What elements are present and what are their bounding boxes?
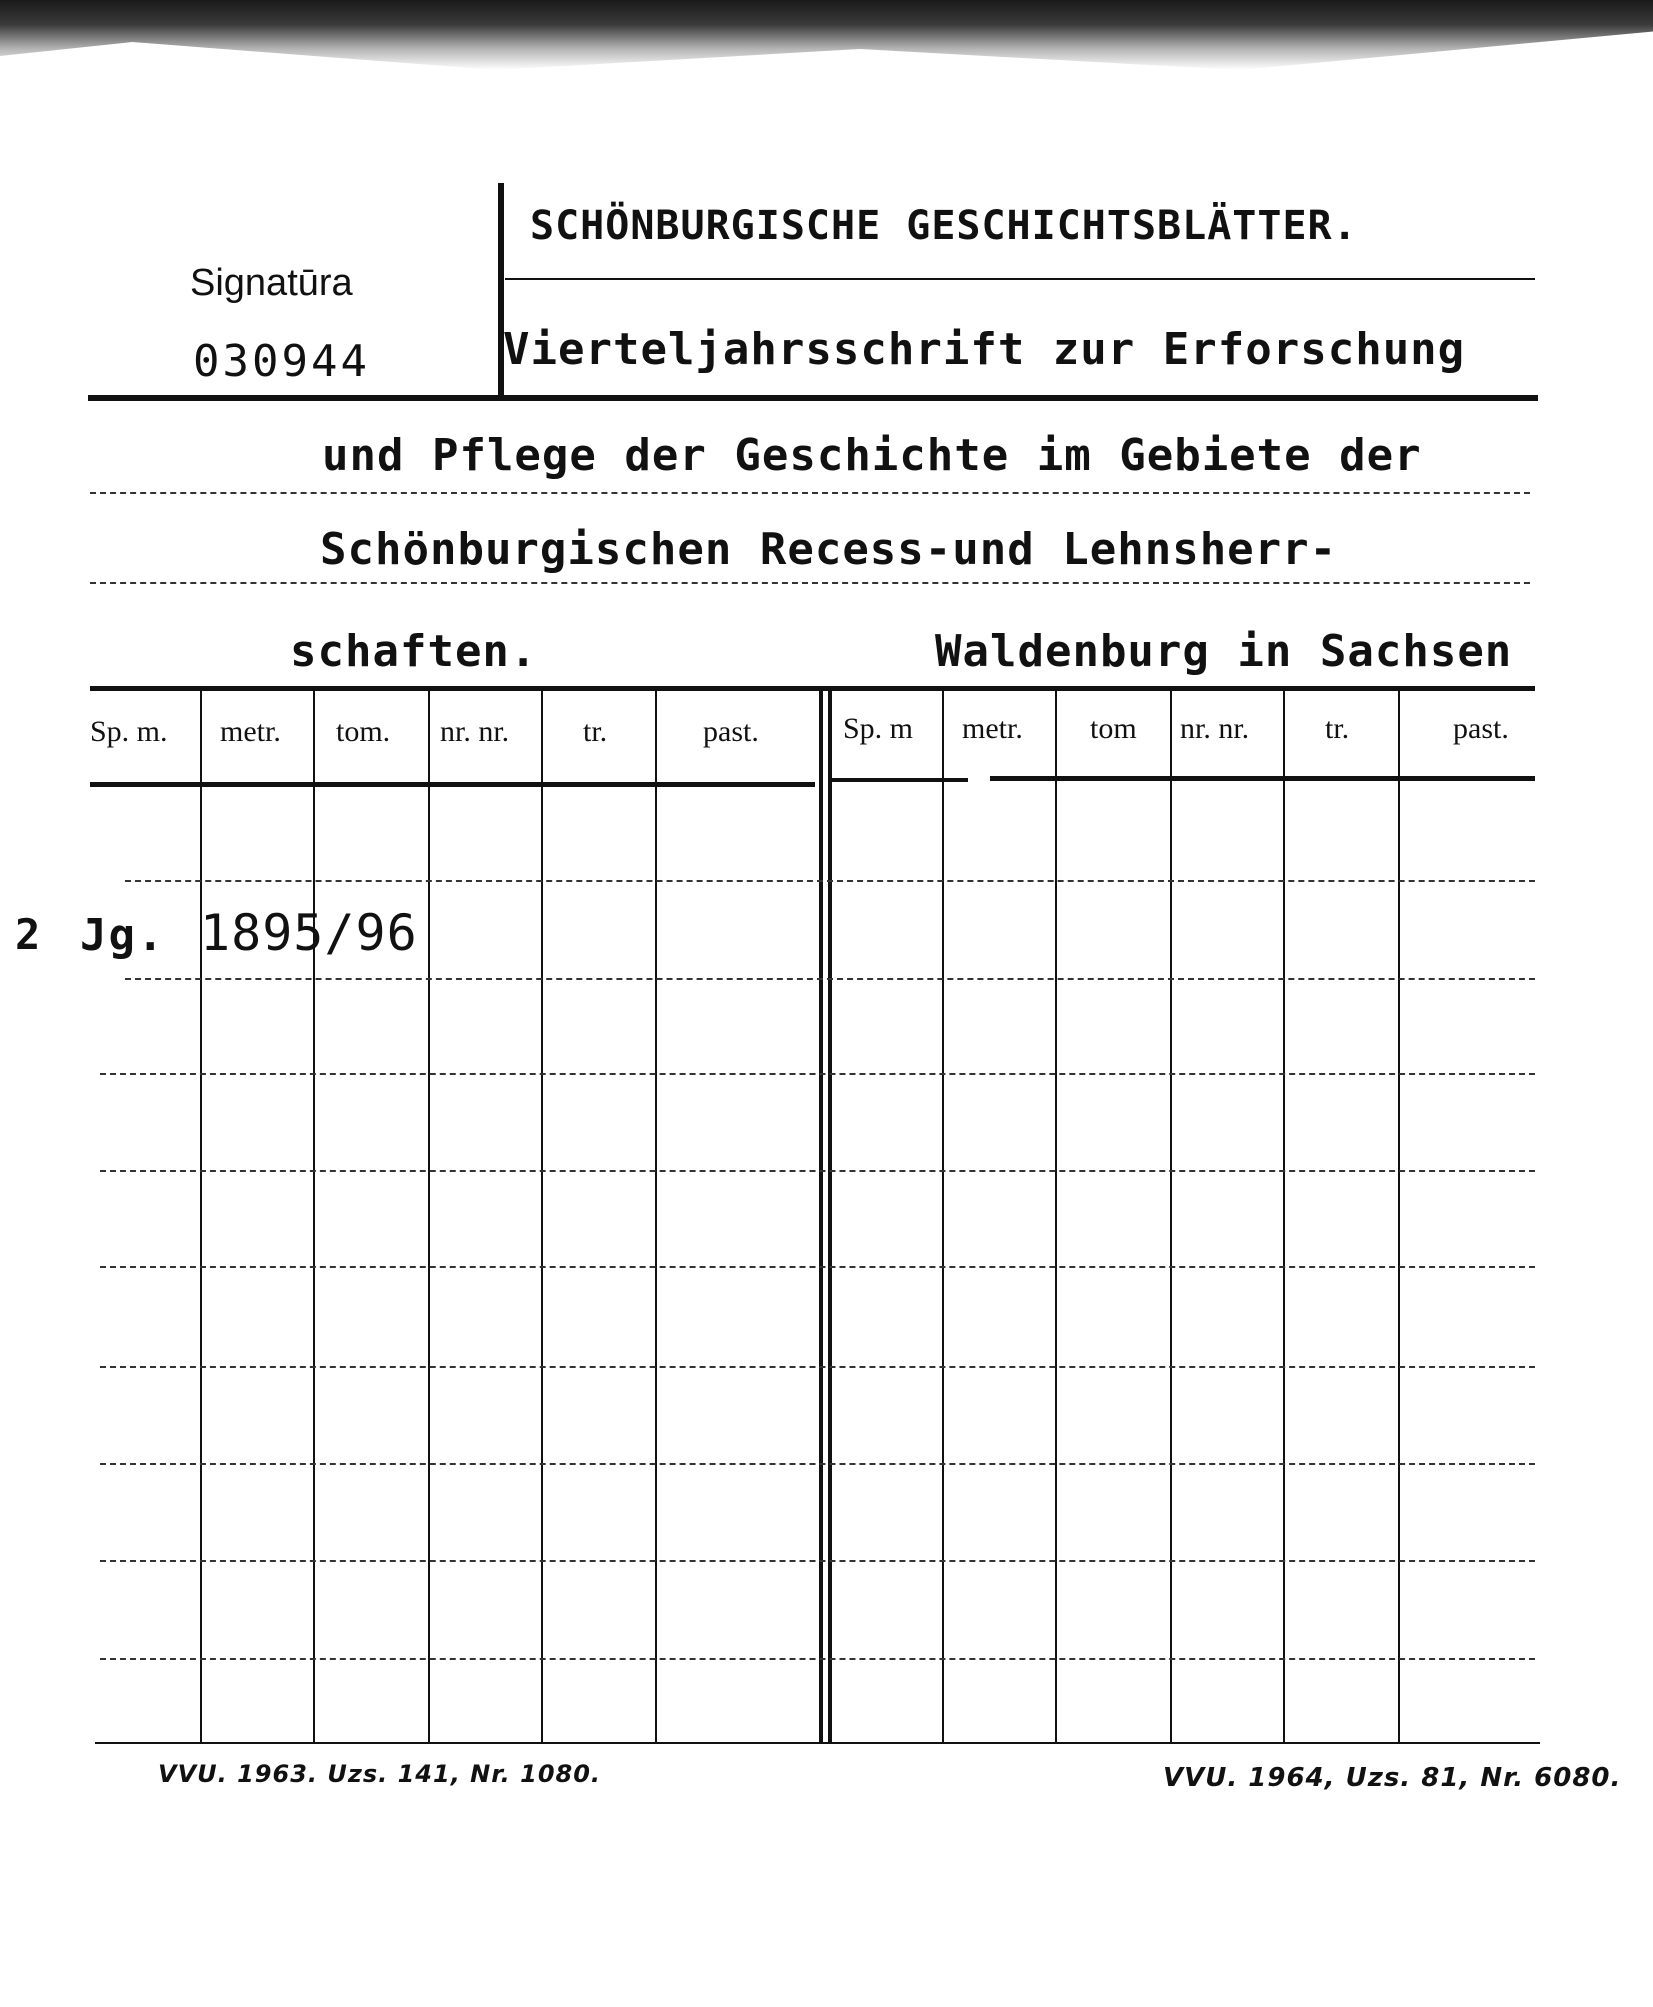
register-stamp-right: VVU. 1964, Uzs. 81, Nr. 6080.: [1163, 1763, 1622, 1793]
center-double-line: [819, 688, 823, 1742]
table-top-rule: [90, 686, 1535, 691]
col-header-nr-left: nr. nr.: [440, 715, 510, 748]
col-header-past-right: past.: [1453, 712, 1509, 745]
column-line: [541, 688, 543, 1742]
entry-volume: Jg.: [80, 910, 166, 961]
column-line: [655, 688, 657, 1742]
subtitle-line-3: Schönburgischen Recess-und Lehnsherr-: [320, 524, 1338, 575]
row-rule: [100, 1463, 1535, 1465]
col-header-tom-right: tom: [1090, 712, 1137, 745]
column-line: [942, 688, 944, 1742]
col-header-tr-left: tr.: [583, 715, 608, 748]
col-header-sp-m-right: Sp. m: [843, 712, 914, 745]
row-rule: [100, 1266, 1535, 1268]
col-header-tom-left: tom.: [336, 715, 391, 748]
scan-shadow: [0, 0, 1653, 70]
table-header-rule-right: [828, 778, 968, 782]
entry-years: 1895/96: [200, 904, 418, 962]
row-rule: [100, 1366, 1535, 1368]
signatura-rule: [88, 395, 1538, 401]
subtitle-line-1: Vierteljahrsschrift zur Erforschung: [503, 324, 1466, 375]
column-line: [313, 688, 315, 1742]
table-header-rule-right-2: [990, 776, 1535, 781]
row-rule: [100, 1560, 1535, 1562]
row-rule: [100, 1658, 1535, 1660]
column-line: [428, 688, 430, 1742]
table-bottom-rule: [95, 1742, 1540, 1744]
row-rule: [125, 880, 1535, 882]
row-rule: [125, 978, 1535, 980]
column-line: [1283, 688, 1285, 1742]
column-line: [1398, 688, 1400, 1742]
periodical-title: SCHÖNBURGISCHE GESCHICHTSBLÄTTER.: [530, 203, 1358, 249]
line-rule-2: [90, 492, 1530, 494]
col-header-metr-right: metr.: [962, 712, 1023, 745]
signatura-label: Signatūra: [190, 262, 353, 304]
col-header-past-left: past.: [703, 715, 759, 748]
row-rule: [100, 1073, 1535, 1075]
center-double-line: [828, 688, 832, 1742]
row-rule: [100, 1170, 1535, 1172]
table-header-rule-left: [90, 782, 815, 787]
col-header-metr-left: metr.: [220, 715, 281, 748]
subtitle-line-2: und Pflege der Geschichte im Gebiete der: [322, 430, 1422, 481]
subtitle-line-4: schaften.: [290, 626, 538, 677]
signatura-number: 030944: [193, 336, 370, 387]
col-header-sp-m-left: Sp. m.: [90, 715, 168, 748]
column-line: [200, 688, 202, 1742]
line-rule-3: [90, 582, 1530, 584]
title-rule: [505, 278, 1535, 280]
col-header-nr-right: nr. nr.: [1180, 712, 1250, 745]
column-line: [1170, 688, 1172, 1742]
col-header-tr-right: tr.: [1325, 712, 1350, 745]
entry-prefix: 2: [15, 910, 43, 959]
column-line: [1055, 688, 1057, 1742]
register-stamp-left: VVU. 1963. Uzs. 141, Nr. 1080.: [158, 1760, 602, 1788]
place-of-publication: Waldenburg in Sachsen: [935, 626, 1513, 677]
